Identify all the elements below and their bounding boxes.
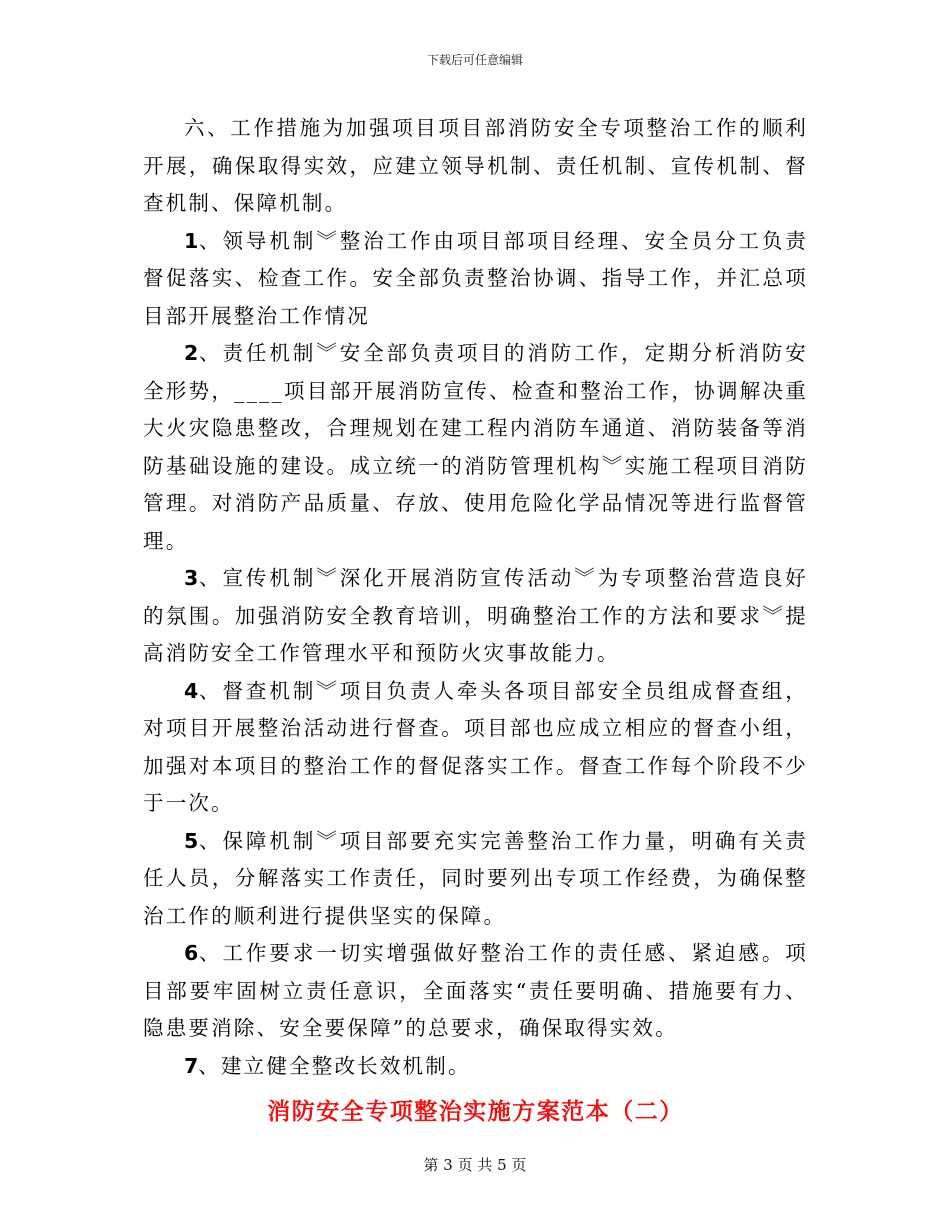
paragraph-number: 3 xyxy=(184,566,199,590)
paragraph-leadership-mechanism xyxy=(143,223,808,336)
paragraph-responsibility-mechanism xyxy=(143,335,808,560)
paragraph-supervision-mechanism xyxy=(143,673,808,823)
paragraph-text: 、保障机制︾项目部要充实完善整治工作力量，明确有关责任人员，分解落实工作责任，同时要列出专项工作经费，为确保整治工作的顺利进行提供坚实的保障。 xyxy=(143,828,808,928)
paragraph-long-term-mechanism xyxy=(143,1048,808,1086)
document-body xyxy=(143,110,808,1132)
paragraph-text: 、责任机制︾安全部负责项目的消防工作，定期分析消防安全形势，____项目部开展消防宣传、检查和整治工作，协调解决重大火灾隐患整改，合理规划在建工程内消防车通道、消防装备等消防基础设施的建设。成立统一的消防管理机构︾实施工程项目消防管理。对消防产品质量、存放、使用危险化学品情况等进行监督管理。 xyxy=(143,341,808,553)
paragraph-work-requirements xyxy=(143,935,808,1048)
paragraph-text: 、建立健全整改长效机制。 xyxy=(198,1053,471,1078)
page-header: 下载后可任意编辑 xyxy=(426,53,523,67)
paragraph-number: 1 xyxy=(184,228,199,253)
paragraph-publicity-mechanism xyxy=(143,560,808,673)
paragraph-number: 2 xyxy=(184,341,199,365)
paragraph-text: 、工作要求一切实增强做好整治工作的责任感、紧迫感。项目部要牢固树立责任意识，全面落实“责任要明确、措施要有力、隐患要消除、安全要保障”的总要求，确保取得实效。 xyxy=(143,941,808,1040)
page-footer: 第 3 页 共 5 页 xyxy=(423,1156,527,1174)
paragraph-number: 6 xyxy=(184,941,199,965)
section-title: 消防安全专项整治实施方案范本（二） xyxy=(267,1099,684,1125)
paragraph-text: 六、工作措施为加强项目项目部消防安全专项整治工作的顺利开展，确保取得实效，应建立领导机制、责任机制、宣传机制、督查机制、保障机制。 xyxy=(143,116,808,215)
paragraph-text: 、领导机制︾整治工作由项目部项目经理、安全员分工负责督促落实、检查工作。安全部负责整治协调、指导工作，并汇总项目部开展整治工作情况 xyxy=(143,228,808,328)
paragraph-work-measures xyxy=(143,110,808,223)
paragraph-text: 、宣传机制︾深化开展消防宣传活动︾为专项整治营造良好的氛围。加强消防安全教育培训，明确整治工作的方法和要求︾提高消防安全工作管理水平和预防火灾事故能力。 xyxy=(143,566,808,665)
paragraph-guarantee-mechanism xyxy=(143,823,808,936)
paragraph-number: 4 xyxy=(184,678,199,703)
paragraph-number: 7 xyxy=(184,1053,199,1078)
paragraph-text: 、督查机制︾项目负责人牵头各项目部安全员组成督查组，对项目开展整治活动进行督查。项目部也应成立相应的督查小组，加强对本项目的整治工作的督促落实工作。督查工作每个阶段不少于一次。 xyxy=(143,678,808,815)
paragraph-number: 5 xyxy=(184,828,199,853)
